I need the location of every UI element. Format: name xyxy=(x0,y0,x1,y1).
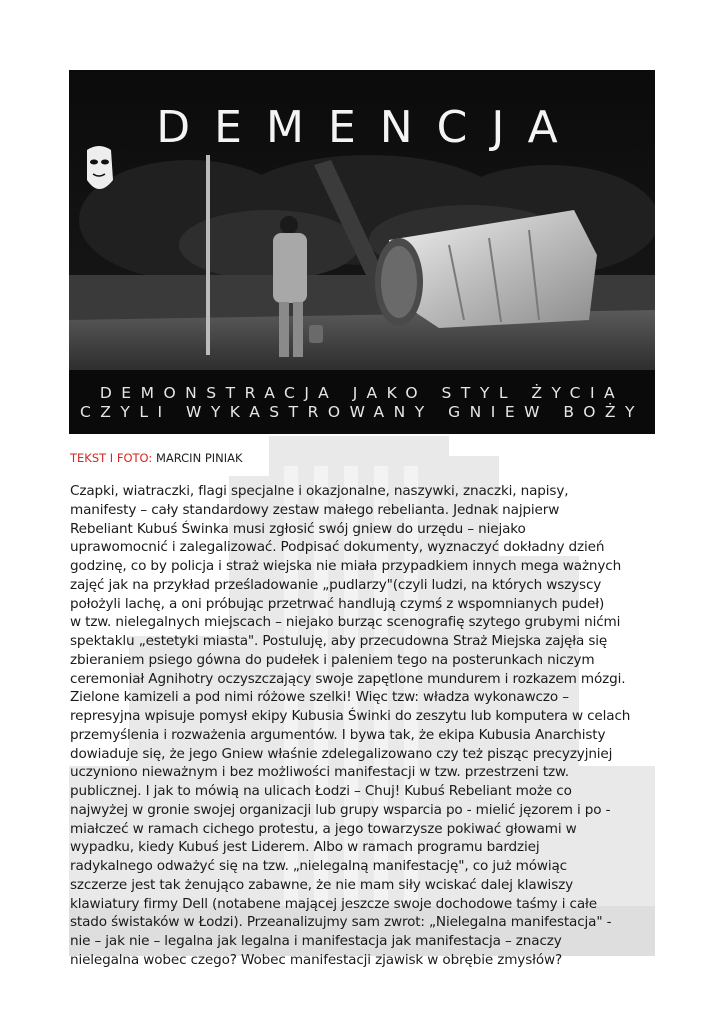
article-line: zajęć jak na przykład prześladowanie „pudlarzy"(czyli ludzi, na których wszyscy xyxy=(70,576,602,593)
article-line: manifesty – cały standardowy zestaw małego rebelianta. Jednak najpierw xyxy=(70,501,560,518)
article-line: przemyślenia i rozważenia argumentów. I bywa tak, że ekipa Kubusia Anarchisty xyxy=(70,726,606,743)
article-line: Zielone kamizeli a pod nimi różowe szelki! Więc tzw: władza wykonawczo – xyxy=(70,689,569,706)
page-title: DEMENCJA xyxy=(156,102,582,153)
article-line: stado świstaków w Łodzi). Przeanalizujmy sam zwrot: „Nielegalna manifestacja" - xyxy=(70,914,612,931)
article-line: uprawomocnić i zalegalizować. Podpisać dokumenty, wyznaczyć dokładny dzień xyxy=(70,539,605,556)
article-line: Czapki, wiatraczki, flagi specjalne i okazjonalne, naszywki, znaczki, napisy, xyxy=(70,483,569,499)
byline-label: TEKST I FOTO: xyxy=(70,451,156,465)
byline-author: MARCIN PINIAK xyxy=(155,451,243,465)
article-line: ceremoniał Agnihotry oczyszczający swoje zapętlone mundurem i rozkazem mózgi. xyxy=(70,670,626,687)
subtitle-line-2: CZYLI WYKASTROWANY GNIEW BOŻY xyxy=(79,403,645,421)
article-body xyxy=(70,482,670,970)
article-line: położyli lachę, a oni próbując przetrwać handlują czymś z wspomnianych pudeł) xyxy=(70,595,605,612)
article-line: szczerze jest tak żenująco zabawne, że nie mam siły wciskać dalej klawiszy xyxy=(70,876,574,893)
article-line: w tzw. nielegalnych miejscach – niejako burząc scenografię szytego grubymi nićmi xyxy=(70,614,621,631)
article-line: klawiatury firmy Dell (notabene mającej jeszcze swoje dochodowe taśmy i całe xyxy=(70,895,597,912)
article-line: zbieraniem psiego gówna do pudełek i paleniem tego na posterunkach niczym xyxy=(70,651,595,668)
header-photo xyxy=(69,70,655,434)
article-line: Rebeliant Kubuś Świnka musi zgłosić swój gniew do urzędu – niejako xyxy=(70,520,526,537)
article-line: uczyniono nieważnym i bez możliwości manifestacji w tzw. przestrzeni tzw. xyxy=(70,764,569,781)
article-line: miałczeć w ramach cichego protestu, a jego towarzysze pokiwać głowami w xyxy=(70,820,577,837)
article-line: nielegalna wobec czego? Wobec manifestacji zjawisk w obrębie zmysłów? xyxy=(70,951,563,968)
article-line: wypadku, kiedy Kubuś jest Liderem. Albo w ramach programu bardziej xyxy=(70,839,540,856)
article-line: radykalnego odważyć się na tzw. „nielegalną manifestację", co już mówiąc xyxy=(70,858,567,874)
article-line: publicznej. I jak to mówią na ulicach Łodzi – Chuj! Kubuś Rebeliant może co xyxy=(70,783,572,799)
article-line: godzinę, co by policja i straż wiejska nie miała przypadkiem innych mega ważnych xyxy=(70,558,622,574)
article-line: dowiaduje się, że jego Gniew właśnie zdelegalizowano czy też pisząc precyzyjniej xyxy=(70,745,613,762)
subtitle-line-1: DEMONSTRACJA JAKO STYL ŻYCIA xyxy=(99,384,625,402)
article-line: najwyżej w gronie swojej organizacji lub grupy wsparcia po - mielić jęzorem i po - xyxy=(70,801,611,818)
article-line: nie – jak nie – legalna jak legalna i manifestacja jak manifestacja – znaczy xyxy=(70,933,562,949)
byline xyxy=(70,451,243,465)
article-line: spektaklu „estetyki miasta". Postuluję, aby przecudowna Straż Miejska zajęła się xyxy=(70,633,608,649)
article-line: represyjna wpisuje pomysł ekipy Kubusia Świnki do zeszytu lub komputera w celach xyxy=(70,708,631,724)
